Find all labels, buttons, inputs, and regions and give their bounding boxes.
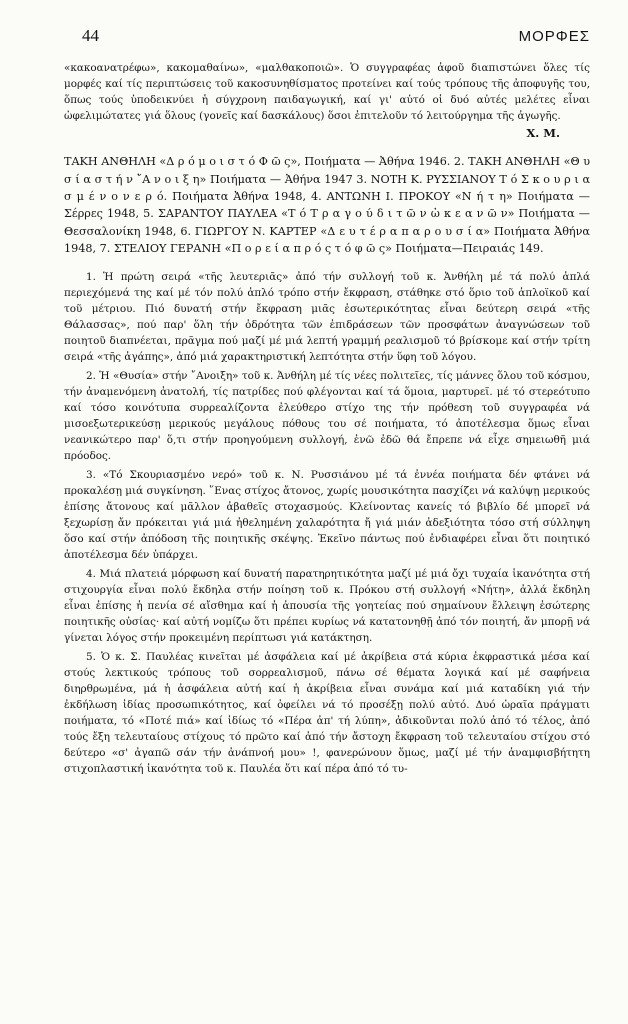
review-paragraph-5: 5. Ὁ κ. Σ. Παυλέας κινεῖται μέ ἀσφάλεια καί μέ ἀκρίβεια στά κύρια ἐκφραστικά μέσα καί στούς λεκτικούς τρόπους τοῦ σορρεαλισμοῦ, πάνω σέ θέματα λογικά καί μέ σαφήνεια διηρθρωμένα, μά ἡ ἀσφάλεια αὐτή καί ἡ ἀκρίβεια εἶναι συνάμα καί μιά καταδίκη γιά τήν ἐκδήλωση ἰδίας προσωπικότητος, καί ὀφείλει νά τό προσέξῃ πολύ αὐτό. Δυό ὡραῖα πράγματι ποιήματα, τό «Ποτέ πιά» καί ἰδίως τό «Πέρα ἀπ' τή λύπη», ἀδικοῦνται πολύ ἀπό τό τέλος, ἀπό τούς ἔξη τελευταίους στίχους τό πρῶτο καί ἀπό τήν ἄστοχη ἔκφραση τοῦ τελευταίου στίχου στό δεύτερο «σ' ἀγαπῶ σάν τήν ἀνάπνοή μου» !, φανερώνουν ὅμως, μαζί μέ τήν ἀναμφισβήτητη στιχοπλαστική ἱκανότητα τοῦ κ. Παυλέα ὅτι καί πέρα ἀπό τό τυ- — [64, 650, 590, 775]
review-paragraph-1: 1. Ἡ πρώτη σειρά «τῆς λευτεριᾶς» ἀπό τήν συλλογή τοῦ κ. Ἀνθήλη μέ τά πολύ ἁπλά περιεχόμενά της καί μέ τόν πολύ ἁπλό τρόπο στήν ἔκφραση, στάθηκε στό ὅριο τοῦ ἁπλοϊκοῦ καί τοῦ μέτριου. Πιό δυνατή στήν ἔκφραση μιᾶς ἐσωτερικότητας εἶναι δεύτερη σειρά «τῆς Θάλασσας», πού παρ' ὅλη τήν ὀδρότητα τῶν ἐπιδράσεων τῶν προσφάτων ἀναγνώσεων τοῦ ποιητοῦ διαπνέεται, πρᾶγμα πού μαζί μέ μιά λεπτή γραμμή ρεαλισμοῦ τό βρίσκομε καί στήν τρίτη σειρά «τῆς ἀγάπης», ἀπό μιά χαρακτηριστική λεπτότητα στήν ὕφη τοῦ λόγου. — [64, 270, 590, 363]
intro-paragraph: «κακοανατρέφω», κακομαθαίνω», «μαλθακοποιῶ». Ὁ συγγραφέας ἀφοῦ διαπιστώνει ὅλες τίς μορφές καί τίς περιπτώσεις τοῦ κακοσυνηθίσματος προτείνει καί τούς τρόπους τῆς ἀποφυγῆς του, ὅπως τούς ὑποδεικνύει ἡ σύγχρονη παιδαγωγική, καί γι' αὐτό οἱ δυό αὐτές μελέτες εἶναι ὠφελιμώτατες γιά ὅλους (γονεῖς καί δασκάλους) ὅσοι ἐπιτελοῦν τό λειτούργημα τῆς ἀγωγῆς. — [64, 62, 590, 122]
review-paragraph-4: 4. Μιά πλατειά μόρφωση καί δυνατή παρατηρητικότητα μαζί μέ μιά ὄχι τυχαία ἱκανότητα στή στιχουργία εἶναι πολύ ἔκδηλα στήν ποίηση τοῦ κ. Πρόκου στή συλλογή «Νήτη», ἀλλά ἔκδηλη εἶναι ἐπίσης ἡ πενία σέ αἴσθημα καί ἡ ἀπουσία τῆς γοητείας πού σημαίνουν ἔλλειψη ἐσώτερης ποιητικῆς οὐσίας· καί αὐτή νομίζω ὅτι πρέπει κυρίως νά κατατονηθῇ ἀπό τόν ποιητή, ἄν μπορῇ νά γίνεται λόγος στήν προκειμένη περίπτωσι γιά κατάκτηση. — [64, 567, 590, 644]
page-header — [64, 26, 590, 60]
review-paragraph-3: 3. «Τό Σκουριασμένο νερό» τοῦ κ. Ν. Ρυσσιάνου μέ τά ἐννέα ποιήματα δέν φτάνει νά προκαλέσῃ μιά συγκίνηση. ῞Ενας στίχος ἄτονος, χωρίς μουσικότητα πασχίζει νά καλύψῃ μερικούς ἐπίσης ἄτονους καί μᾶλλον ἀβαθεῖς στοχασμούς. Κλείνοντας κανείς τό βιβλίο δέ μπορεῖ νά ξεχωρίσῃ ἄν πρόκειται γιά μιά ἠθελημένη χαλαρότητα ἤ γιά μιάν ἀδεξιότητα τόσο στή σύλληψη ὅσο καί στήν ἀπόδοση τῆς ποιητικῆς σκέψης. Ἐκεῖνο πάντως πού ἐνδιαφέρει εἶναι ὅτι ποιητικό ἀποτέλεσμα δέν ὑπάρχει. — [64, 468, 590, 561]
review-body — [64, 269, 590, 777]
review-signature: Χ. Μ. — [526, 126, 560, 140]
bibliography-text: ΤΑΚΗ ΑΝΘΗΛΗ «Δ ρ ό μ ο ι σ τ ό Φ ῶ ς», Ποιήματα — Ἀθήνα 1946. 2. ΤΑΚΗ ΑΝΘΗΛΗ «Θ υ σ ί α σ τ ή ν ῎Α ν ο ι ξ η» Ποιήματα — Ἀθήνα 1947 3. ΝΟΤΗ Κ. ΡΥΣΣΙΑΝΟΥ Τ ό Σ κ ο υ ρ ι α σ μ έ ν ο ν ε ρ ό. Ποιήματα Ἀθήνα 1948, 4. ΑΝΤΩΝΗ Ι. ΠΡΟΚΟΥ «Ν ή τ η» Ποιήματα — Σέρρες 1948, 5. ΣΑΡΑΝΤΟΥ ΠΑΥΛΕΑ «Τ ό Τ ρ α γ ο ύ δ ι τ ῶ ν ὠ κ ε α ν ῶ ν» Ποιήματα — Θεσσαλονίκη 1948, 6. ΓΙΩΡΓΟΥ Ν. ΚΑΡΤΕΡ «Δ ε υ τ έ ρ α π α ρ ο υ σ ί α» Ποιήματα Ἀθήνα 1948, 7. ΣΤΕΛΙΟΥ ΓΕΡΑΝΗ «Π ο ρ ε ί α π ρ ό ς τ ό φ ῶ ς» Ποιήματα—Πειραιάς 149. — [64, 155, 590, 256]
page-number: 44 — [82, 26, 99, 45]
review-paragraph-2: 2. Ἡ «Θυσία» στήν ῎Ανοιξη» τοῦ κ. Ἀνθήλη μέ τίς νέες πολιτεῖες, τίς μάννες ὅλου τοῦ κόσμου, τήν ἀναμενόμενη ἀνατολή, τίς πατρίδες πού φλέγονται καί τά ὅμοια, μαρτυρεῖ. μέ τό στερεότυπο καί τόσο κοινότυπα συρρεαλίζοντα ἐλεύθερο στίχο της τήν πρόθεση τοῦ συγγραφέα νά μισοεξωτερικεύσῃ μερικούς μεγάλους πόθους του σέ ποιήματα, τό ἀποτέλεσμα ὅμως εἶναι νεανικώτερο παρ' ὅ,τι στήν προηγούμενη συλλογή, ἐνῶ ἐδῶ θά ἔπρεπε νά εἶχε σημειωθῆ μιά πρόοδος. — [64, 369, 590, 462]
bibliography-block — [64, 153, 590, 257]
running-title: ΜΟΡΦΕΣ — [518, 28, 590, 45]
